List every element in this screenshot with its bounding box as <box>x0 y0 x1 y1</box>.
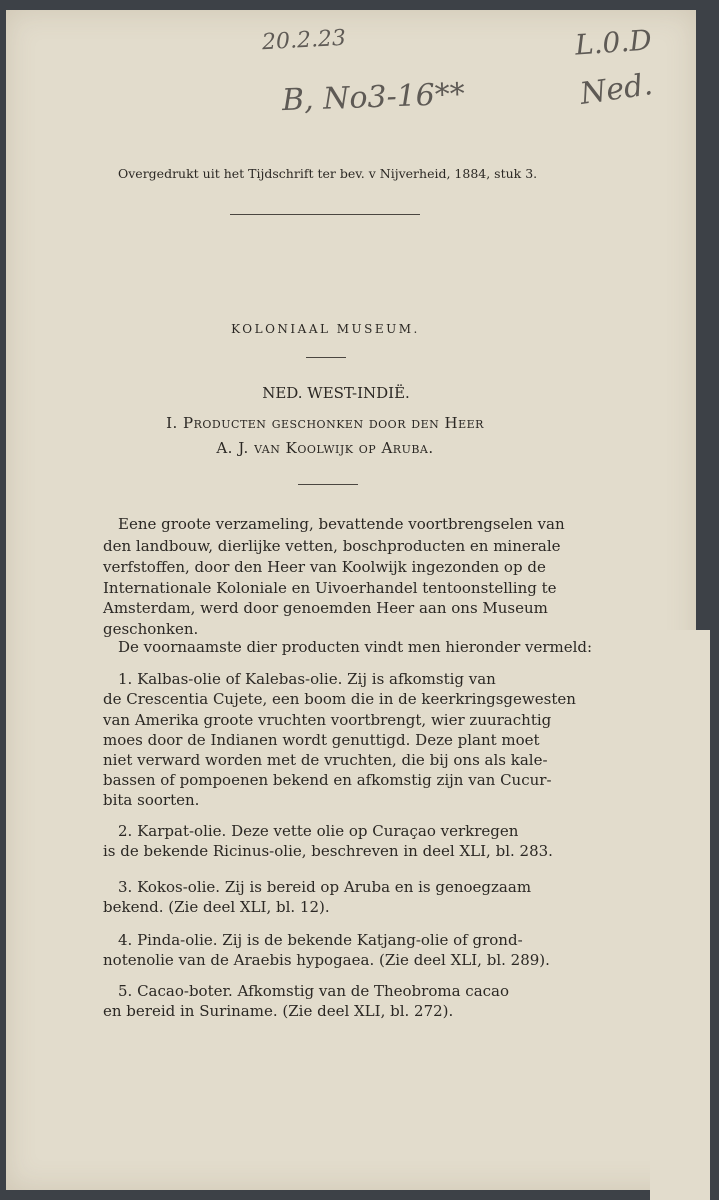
intro-line: Internationale Koloniale en Uivoerhandel tentoonstelling te <box>103 579 557 597</box>
section-title: NED. WEST-INDIË. <box>262 384 410 402</box>
intro-line: verfstoffen, door den Heer van Koolwijk ingezonden op de <box>103 558 546 576</box>
item-3-line: 3. Kokos-olie. Zij is bereid op Aruba en is genoegzaam <box>118 878 532 896</box>
item-1-line: moes door de Indianen wordt genuttigd. Deze plant moet <box>103 731 540 749</box>
intro-line-final: De voornaamste dier producten vindt men hieronder vermeld: <box>118 638 593 656</box>
item-1-line: bassen of pompoenen bekend en afkomstig zijn van Cucur- <box>103 771 552 789</box>
museum-divider <box>306 357 346 358</box>
subtitle-line-2: A. J. van Koolwijk op Aruba. <box>216 439 434 457</box>
intro-line: Amsterdam, werd door genoemden Heer aan ons Museum <box>103 599 548 617</box>
item-1-line: niet verward worden met de vruchten, die bij ons als kale- <box>103 751 548 769</box>
item-5-line: en bereid in Suriname. (Zie deel XLI, bl. 272). <box>103 1002 454 1020</box>
header-note: Overgedrukt uit het Tijdschrift ter bev. v Nijverheid, 1884, stuk 3. <box>118 166 538 181</box>
item-1-line: bita soorten. <box>103 791 200 809</box>
handwritten-code: B, No3-16** <box>281 76 466 119</box>
museum-title: KOLONIAAL MUSEUM. <box>231 322 420 336</box>
intro-line: geschonken. <box>103 620 199 638</box>
intro-line: den landbouw, dierlijke vetten, boschproducten en minerale <box>103 537 561 555</box>
subtitle-line-1: I. Producten geschonken door den Heer <box>166 414 484 432</box>
item-4-line: notenolie van de Araebis hypogaea. (Zie deel XLI, bl. 289). <box>103 951 550 969</box>
intro-line: Eene groote verzameling, bevattende voortbrengselen van <box>118 515 565 533</box>
item-5-line: 5. Cacao-boter. Afkomstig van de Theobroma cacao <box>118 982 510 1000</box>
subtitle-divider <box>298 484 358 485</box>
item-1-line: de Crescentia Cujete, een boom die in de keerkringsgewesten <box>103 690 576 708</box>
handwritten-top-right: L.0.D <box>573 23 653 62</box>
torn-edge <box>650 630 710 1200</box>
item-1-line: 1. Kalbas-olie of Kalebas-olie. Zij is afkomstig van <box>118 670 496 688</box>
item-4-line: 4. Pinda-olie. Zij is de bekende Katjang-olie of grond- <box>118 931 523 949</box>
item-3-line: bekend. (Zie deel XLI, bl. 12). <box>103 898 330 916</box>
item-2-line: is de bekende Ricinus-olie, beschreven in deel XLI, bl. 283. <box>103 842 553 860</box>
item-1-line: van Amerika groote vruchten voortbrengt, wier zuurachtig <box>103 711 552 729</box>
item-2-line: 2. Karpat-olie. Deze vette olie op Curaçao verkregen <box>118 822 519 840</box>
header-divider <box>230 214 420 215</box>
handwritten-right-mid: Ned. <box>577 67 655 112</box>
handwritten-date: 20.2.23 <box>261 25 347 56</box>
